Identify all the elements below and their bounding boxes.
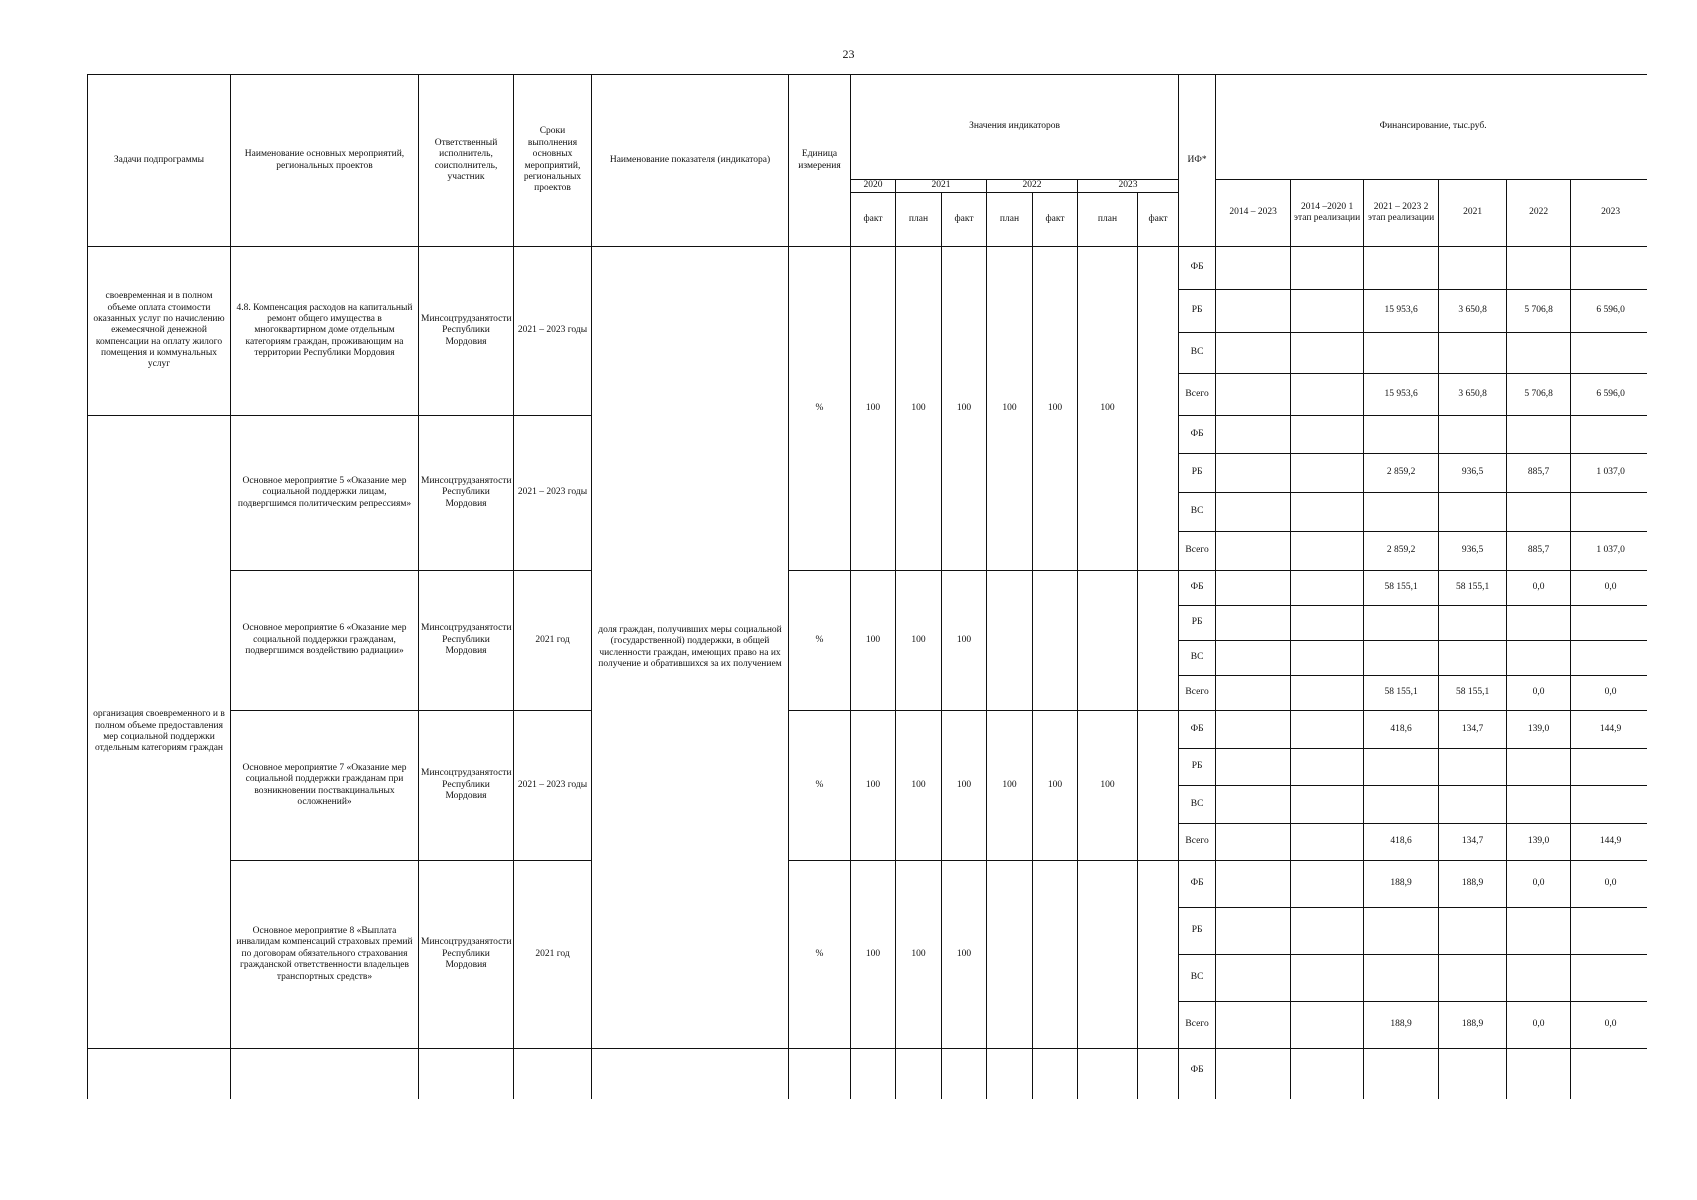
fin-2021	[1439, 908, 1507, 955]
fin-2023	[1571, 955, 1647, 1002]
indicator-value: 100	[987, 247, 1033, 571]
fin-stage2: 418,6	[1364, 824, 1439, 861]
table-frame	[87, 74, 1647, 1099]
continuation-cell	[419, 1049, 514, 1100]
fin-2021	[1439, 786, 1507, 824]
fin-stage2: 15 953,6	[1364, 374, 1439, 416]
fin-2021	[1439, 641, 1507, 676]
fin-stage1	[1291, 908, 1364, 955]
continuation-cell	[1216, 1049, 1291, 1100]
fin-2022	[1507, 333, 1571, 374]
continuation-cell	[942, 1049, 987, 1100]
fin-stage1	[1291, 493, 1364, 532]
fin-stage2: 2 859,2	[1364, 532, 1439, 571]
fin-2021	[1439, 749, 1507, 786]
header-if: ИФ*	[1179, 75, 1216, 247]
fin-total	[1216, 493, 1291, 532]
activity-name: Основное мероприятие 7 «Оказание мер социальной поддержки гражданам при возникновении поствакцинальных осложнений»	[231, 711, 419, 861]
header-fin-total: 2014 – 2023	[1216, 180, 1291, 247]
fin-stage2	[1364, 786, 1439, 824]
fin-total	[1216, 416, 1291, 454]
continuation-cell	[1364, 1049, 1439, 1100]
activity-name: Основное мероприятие 6 «Оказание мер социальной поддержки гражданам, подвергшимся воздействию радиации»	[231, 571, 419, 711]
fin-source: ФБ	[1179, 1049, 1216, 1100]
fin-2022	[1507, 749, 1571, 786]
fin-source: Всего	[1179, 676, 1216, 711]
fin-2021	[1439, 606, 1507, 641]
indicator-value: 100	[851, 571, 896, 711]
fin-2022: 885,7	[1507, 532, 1571, 571]
indicator-value: 100	[851, 247, 896, 571]
header-responsible: Ответственный исполнитель, соисполнитель, участник	[419, 75, 514, 247]
fin-2021: 58 155,1	[1439, 571, 1507, 606]
fin-2023: 144,9	[1571, 711, 1647, 749]
fin-total	[1216, 290, 1291, 333]
indicator-unit: %	[789, 861, 851, 1049]
fin-total	[1216, 749, 1291, 786]
fin-2023	[1571, 641, 1647, 676]
fin-total	[1216, 606, 1291, 641]
activity-name: Основное мероприятие 5 «Оказание мер социальной поддержки лицам, подвергшимся политическим репрессиям»	[231, 416, 419, 571]
fin-2022: 139,0	[1507, 711, 1571, 749]
activity-responsible: Минсоцтрудзанятости Республики Мордовия	[419, 571, 514, 711]
fin-stage1	[1291, 749, 1364, 786]
fin-stage1	[1291, 641, 1364, 676]
fin-source: Всего	[1179, 374, 1216, 416]
indicator-name: доля граждан, получивших меры социальной (государственной) поддержки, в общей численности граждан, имеющих право на их получение и обратившихся за их получением	[592, 247, 789, 1049]
fin-stage1	[1291, 1002, 1364, 1049]
fin-2021: 188,9	[1439, 861, 1507, 908]
fin-stage1	[1291, 824, 1364, 861]
fin-source: Всего	[1179, 1002, 1216, 1049]
activity-term: 2021 – 2023 годы	[514, 711, 592, 861]
indicator-value: 100	[1033, 711, 1078, 861]
fin-stage2: 58 155,1	[1364, 676, 1439, 711]
indicator-value	[1138, 571, 1179, 711]
header-value-col: факт	[942, 193, 987, 247]
task-cell: организация своевременного и в полном объеме предоставления мер социальной поддержки отдельным категориям граждан	[88, 416, 231, 1049]
indicator-value	[1033, 571, 1078, 711]
fin-2022	[1507, 247, 1571, 290]
indicator-unit: %	[789, 711, 851, 861]
header-fin-2023: 2023	[1571, 180, 1647, 247]
fin-total	[1216, 824, 1291, 861]
fin-2022: 5 706,8	[1507, 290, 1571, 333]
program-table	[87, 74, 1647, 1099]
fin-stage1	[1291, 955, 1364, 1002]
indicator-value	[1138, 861, 1179, 1049]
fin-2021: 134,7	[1439, 711, 1507, 749]
fin-2023: 1 037,0	[1571, 454, 1647, 493]
fin-stage2: 15 953,6	[1364, 290, 1439, 333]
header-year-2023: 2023	[1078, 180, 1179, 193]
fin-source: ВС	[1179, 493, 1216, 532]
activity-name: Основное мероприятие 8 «Выплата инвалидам компенсаций страховых премий по договорам обязательного страхования гражданской ответственности владельцев транспортных средств»	[231, 861, 419, 1049]
continuation-cell	[231, 1049, 419, 1100]
fin-total	[1216, 955, 1291, 1002]
fin-stage2	[1364, 908, 1439, 955]
continuation-cell	[896, 1049, 942, 1100]
indicator-value: 100	[896, 571, 942, 711]
fin-2023: 0,0	[1571, 571, 1647, 606]
fin-total	[1216, 676, 1291, 711]
fin-total	[1216, 786, 1291, 824]
fin-2023: 6 596,0	[1571, 290, 1647, 333]
fin-2022: 5 706,8	[1507, 374, 1571, 416]
indicator-value	[1078, 861, 1138, 1049]
fin-2023	[1571, 606, 1647, 641]
indicator-value: 100	[942, 571, 987, 711]
fin-stage1	[1291, 786, 1364, 824]
indicator-value: 100	[1078, 247, 1138, 571]
fin-total	[1216, 861, 1291, 908]
fin-2023	[1571, 333, 1647, 374]
continuation-cell	[514, 1049, 592, 1100]
fin-2023	[1571, 749, 1647, 786]
fin-2021: 188,9	[1439, 1002, 1507, 1049]
indicator-value: 100	[896, 861, 942, 1049]
continuation-cell	[592, 1049, 789, 1100]
fin-stage2	[1364, 955, 1439, 1002]
fin-stage2: 188,9	[1364, 1002, 1439, 1049]
fin-2021: 134,7	[1439, 824, 1507, 861]
fin-source: РБ	[1179, 606, 1216, 641]
fin-2022	[1507, 493, 1571, 532]
fin-source: РБ	[1179, 290, 1216, 333]
fin-source: ФБ	[1179, 416, 1216, 454]
fin-stage2	[1364, 606, 1439, 641]
continuation-cell	[88, 1049, 231, 1100]
fin-source: РБ	[1179, 454, 1216, 493]
continuation-cell	[1078, 1049, 1138, 1100]
header-value-col: план	[1078, 193, 1138, 247]
header-value-col: план	[987, 193, 1033, 247]
fin-2022	[1507, 416, 1571, 454]
header-value-col: факт	[1033, 193, 1078, 247]
fin-stage1	[1291, 247, 1364, 290]
fin-2022: 0,0	[1507, 676, 1571, 711]
fin-source: ВС	[1179, 955, 1216, 1002]
activity-term: 2021 год	[514, 861, 592, 1049]
fin-source: Всего	[1179, 532, 1216, 571]
header-year-2022: 2022	[987, 180, 1078, 193]
activity-responsible: Минсоцтрудзанятости Республики Мордовия	[419, 861, 514, 1049]
fin-2021: 936,5	[1439, 532, 1507, 571]
fin-2023: 144,9	[1571, 824, 1647, 861]
fin-2021	[1439, 247, 1507, 290]
fin-stage2	[1364, 333, 1439, 374]
indicator-value: 100	[1078, 711, 1138, 861]
fin-2022: 885,7	[1507, 454, 1571, 493]
fin-2021	[1439, 333, 1507, 374]
fin-2023	[1571, 247, 1647, 290]
fin-2023: 0,0	[1571, 676, 1647, 711]
header-value-col: план	[896, 193, 942, 247]
fin-total	[1216, 333, 1291, 374]
fin-total	[1216, 454, 1291, 493]
fin-2022: 0,0	[1507, 861, 1571, 908]
fin-2021: 3 650,8	[1439, 290, 1507, 333]
fin-2021	[1439, 416, 1507, 454]
fin-stage2: 58 155,1	[1364, 571, 1439, 606]
fin-2023	[1571, 416, 1647, 454]
fin-source: ФБ	[1179, 861, 1216, 908]
activity-responsible: Минсоцтрудзанятости Республики Мордовия	[419, 247, 514, 416]
indicator-unit: %	[789, 571, 851, 711]
indicator-value	[987, 571, 1033, 711]
continuation-cell	[1439, 1049, 1507, 1100]
fin-2023	[1571, 493, 1647, 532]
header-fin-stage1: 2014 –2020 1 этап реализации	[1291, 180, 1364, 247]
fin-total	[1216, 1002, 1291, 1049]
continuation-cell	[1291, 1049, 1364, 1100]
indicator-value: 100	[942, 247, 987, 571]
continuation-cell	[1138, 1049, 1179, 1100]
header-fin-2022: 2022	[1507, 180, 1571, 247]
fin-stage1	[1291, 290, 1364, 333]
header-unit: Единица измерения	[789, 75, 851, 247]
fin-stage1	[1291, 676, 1364, 711]
fin-stage1	[1291, 606, 1364, 641]
header-financing: Финансирование, тыс.руб.	[1216, 75, 1647, 180]
header-fin-stage2: 2021 – 2023 2 этап реализации	[1364, 180, 1439, 247]
indicator-value	[1138, 711, 1179, 861]
fin-2022: 0,0	[1507, 571, 1571, 606]
fin-2021	[1439, 493, 1507, 532]
fin-stage1	[1291, 532, 1364, 571]
activity-term: 2021 – 2023 годы	[514, 247, 592, 416]
header-indicator: Наименование показателя (индикатора)	[592, 75, 789, 247]
continuation-cell	[851, 1049, 896, 1100]
activity-responsible: Минсоцтрудзанятости Республики Мордовия	[419, 416, 514, 571]
indicator-unit: %	[789, 247, 851, 571]
fin-2022	[1507, 641, 1571, 676]
fin-source: Всего	[1179, 824, 1216, 861]
continuation-cell	[1033, 1049, 1078, 1100]
continuation-cell	[1507, 1049, 1571, 1100]
fin-2023	[1571, 786, 1647, 824]
page-number: 23	[842, 47, 855, 61]
fin-total	[1216, 247, 1291, 290]
header-year-2021: 2021	[896, 180, 987, 193]
fin-stage1	[1291, 861, 1364, 908]
activity-responsible: Минсоцтрудзанятости Республики Мордовия	[419, 711, 514, 861]
fin-stage2: 2 859,2	[1364, 454, 1439, 493]
indicator-value: 100	[851, 861, 896, 1049]
fin-2021: 3 650,8	[1439, 374, 1507, 416]
continuation-cell	[987, 1049, 1033, 1100]
fin-2022	[1507, 606, 1571, 641]
fin-2022: 139,0	[1507, 824, 1571, 861]
indicator-value: 100	[942, 711, 987, 861]
header-terms: Сроки выполнения основных мероприятий, региональных проектов	[514, 75, 592, 247]
fin-source: ФБ	[1179, 571, 1216, 606]
fin-2021: 936,5	[1439, 454, 1507, 493]
fin-total	[1216, 711, 1291, 749]
fin-2021: 58 155,1	[1439, 676, 1507, 711]
fin-source: ФБ	[1179, 711, 1216, 749]
indicator-value	[1138, 247, 1179, 571]
fin-source: ВС	[1179, 786, 1216, 824]
header-activities: Наименование основных мероприятий, региональных проектов	[231, 75, 419, 247]
fin-total	[1216, 532, 1291, 571]
fin-total	[1216, 908, 1291, 955]
fin-stage1	[1291, 374, 1364, 416]
continuation-cell	[1571, 1049, 1647, 1100]
activity-term: 2021 – 2023 годы	[514, 416, 592, 571]
header-indicator-values: Значения индикаторов	[851, 75, 1179, 180]
activity-name: 4.8. Компенсация расходов на капитальный ремонт общего имущества в многоквартирном доме отдельным категориям граждан, проживающим на территории Республики Мордовия	[231, 247, 419, 416]
indicator-value: 100	[851, 711, 896, 861]
fin-2022	[1507, 955, 1571, 1002]
fin-stage2: 188,9	[1364, 861, 1439, 908]
fin-source: РБ	[1179, 908, 1216, 955]
fin-2022	[1507, 786, 1571, 824]
fin-2022	[1507, 908, 1571, 955]
indicator-value: 100	[1033, 247, 1078, 571]
indicator-value: 100	[942, 861, 987, 1049]
indicator-value: 100	[987, 711, 1033, 861]
fin-stage1	[1291, 454, 1364, 493]
fin-2021	[1439, 955, 1507, 1002]
fin-stage1	[1291, 571, 1364, 606]
fin-stage2	[1364, 641, 1439, 676]
activity-term: 2021 год	[514, 571, 592, 711]
fin-source: ВС	[1179, 333, 1216, 374]
indicator-value	[1033, 861, 1078, 1049]
header-value-col: факт	[1138, 193, 1179, 247]
header-year-2020: 2020	[851, 180, 896, 193]
fin-stage2	[1364, 247, 1439, 290]
fin-2023: 0,0	[1571, 1002, 1647, 1049]
indicator-value	[1078, 571, 1138, 711]
fin-total	[1216, 374, 1291, 416]
header-tasks: Задачи подпрограммы	[88, 75, 231, 247]
indicator-value	[987, 861, 1033, 1049]
fin-stage1	[1291, 416, 1364, 454]
fin-stage2	[1364, 749, 1439, 786]
fin-2023: 1 037,0	[1571, 532, 1647, 571]
fin-total	[1216, 641, 1291, 676]
header-fin-2021: 2021	[1439, 180, 1507, 247]
fin-stage2	[1364, 416, 1439, 454]
fin-2023: 0,0	[1571, 861, 1647, 908]
fin-stage2	[1364, 493, 1439, 532]
fin-stage2: 418,6	[1364, 711, 1439, 749]
indicator-value: 100	[896, 711, 942, 861]
fin-source: ФБ	[1179, 247, 1216, 290]
fin-2022: 0,0	[1507, 1002, 1571, 1049]
fin-stage1	[1291, 711, 1364, 749]
fin-total	[1216, 571, 1291, 606]
fin-source: ВС	[1179, 641, 1216, 676]
continuation-cell	[789, 1049, 851, 1100]
indicator-value: 100	[896, 247, 942, 571]
fin-source: РБ	[1179, 749, 1216, 786]
task-cell: своевременная и в полном объеме оплата стоимости оказанных услуг по начислению ежемесячной денежной компенсации на оплату жилого помещения и коммунальных услуг	[88, 247, 231, 416]
fin-2023	[1571, 908, 1647, 955]
fin-stage1	[1291, 333, 1364, 374]
header-value-col: факт	[851, 193, 896, 247]
fin-2023: 6 596,0	[1571, 374, 1647, 416]
